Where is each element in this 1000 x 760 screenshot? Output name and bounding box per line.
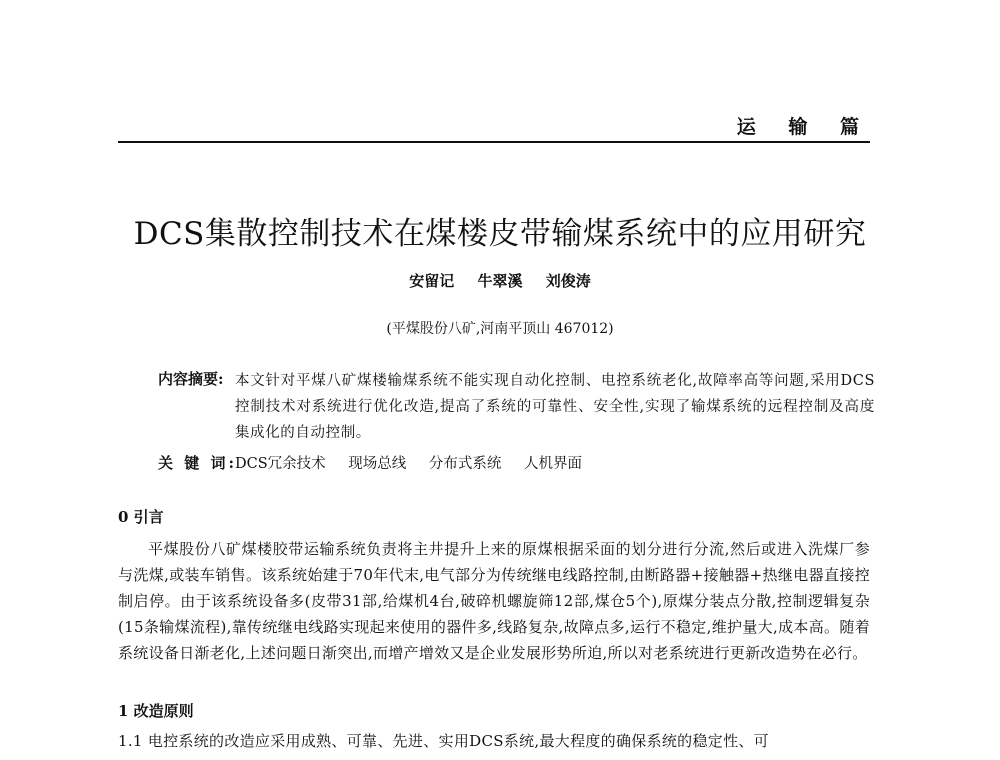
abstract-text: 本文针对平煤八矿煤楼输煤系统不能实现自动化控制、电控系统老化,故障率高等问题,采用DCS控制技术对系统进行优化改造,提高了系统的可靠性、安全性,实现了输煤系统的远程控制及高度集成化的自动控制。 bbox=[235, 373, 875, 441]
keywords-label: 关 键 词: bbox=[158, 454, 237, 472]
intro-body bbox=[118, 536, 870, 666]
abstract-label: 内容摘要: bbox=[158, 370, 224, 388]
keyword: 分布式系统 bbox=[428, 456, 502, 472]
intro-heading: 0 引言 bbox=[118, 508, 164, 526]
header-rule bbox=[118, 141, 870, 143]
principle-heading: 1 改造原则 bbox=[118, 702, 194, 720]
principle-1-1: 1.1 电控系统的改造应采用成熟、可靠、先进、实用DCS系统,最大程度的确保系统的稳定性、可 bbox=[118, 732, 769, 750]
author-3: 刘俊涛 bbox=[545, 272, 591, 290]
paper-title: DCS集散控制技术在煤楼皮带输煤系统中的应用研究 bbox=[133, 216, 867, 252]
keyword: 人机界面 bbox=[523, 456, 582, 472]
section-label: 运 输 篇 bbox=[736, 116, 872, 138]
keyword: 现场总线 bbox=[348, 456, 407, 472]
author-2: 牛翠溪 bbox=[477, 272, 523, 290]
authors bbox=[0, 270, 1000, 291]
keywords-list bbox=[235, 452, 600, 473]
author-1: 安留记 bbox=[409, 272, 455, 290]
keyword: DCS冗余技术 bbox=[235, 456, 326, 472]
affiliation: (平煤股份八矿,河南平顶山 467012) bbox=[386, 321, 614, 337]
intro-paragraph: 平煤股份八矿煤楼胶带运输系统负责将主井提升上来的原煤根据采面的划分进行分流,然后或进入洗煤厂参与洗煤,或装车销售。该系统始建于70年代末,电气部分为传统继电线路控制,由断路器+接触器+热继电器直接控制启停。由于该系统设备多(皮带31部,给煤机4台,破碎机螺旋筛12部,煤仓5个),原煤分装点分散,控制逻辑复杂(15条输煤流程),靠传统继电线路实现起来使用的器件多,线路复杂,故障点多,运行不稳定,维护量大,成本高。随着系统设备日渐老化,上述问题日渐突出,而增产增效又是企业发展形势所迫,所以对老系统进行更新改造势在必行。 bbox=[118, 540, 870, 662]
